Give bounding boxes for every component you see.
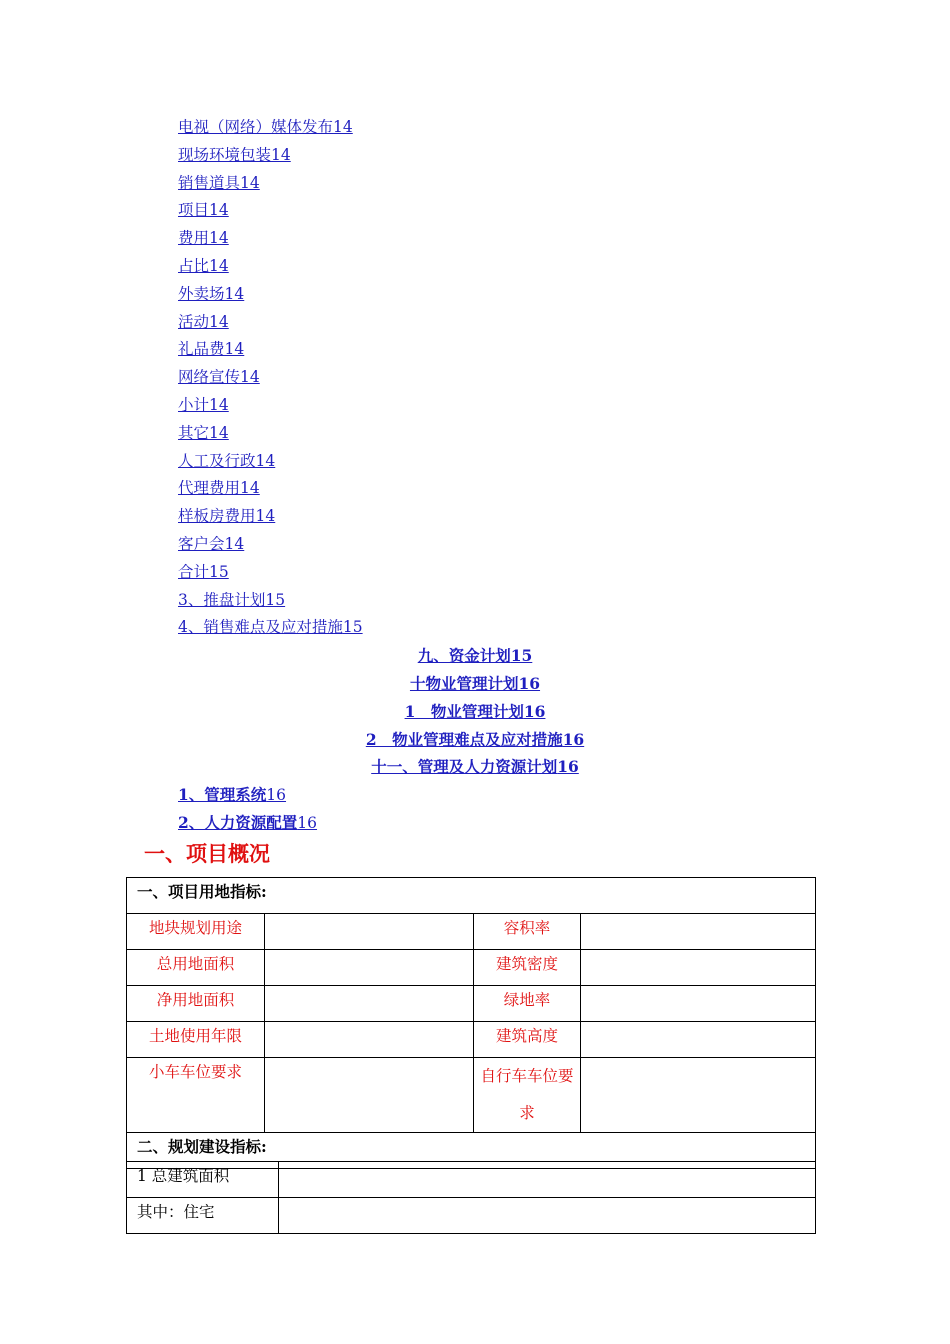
residential-area-value[interactable] [279, 1198, 816, 1234]
toc-link[interactable] [178, 257, 229, 275]
toc-entry [0, 614, 950, 642]
toc-entry [0, 642, 950, 670]
toc-page-number: 15 [510, 646, 533, 666]
toc-entry [0, 781, 950, 809]
toc-entry-text: 礼品费 [178, 340, 225, 359]
residential-area-label: 其中：住宅 [127, 1198, 279, 1234]
toc-link[interactable] [366, 730, 584, 749]
toc-link[interactable] [178, 424, 229, 442]
toc-link[interactable] [178, 618, 363, 636]
toc-entry [0, 142, 950, 170]
toc-link[interactable] [178, 285, 244, 303]
toc-page-number: 14 [209, 201, 229, 220]
land-use-term-label: 土地使用年限 [127, 1022, 265, 1058]
toc-page-number: 14 [224, 534, 245, 553]
toc-entry [0, 587, 950, 615]
toc-page-number: 14 [224, 284, 245, 303]
toc-page-number: 16 [518, 673, 541, 693]
toc-page-number: 16 [297, 813, 318, 832]
toc-entry-text: 销售道具 [178, 173, 241, 192]
toc-entry-text: 现场环境包装 [178, 145, 272, 164]
toc-entry [0, 753, 950, 781]
bicycle-parking-label: 自行车车位要求 [474, 1058, 581, 1133]
toc-page-number: 14 [209, 229, 229, 248]
toc-link[interactable] [178, 340, 244, 358]
toc-entry-text: 十物业管理计划 [409, 673, 519, 693]
toc-link[interactable] [178, 563, 229, 581]
building-height-value[interactable] [581, 1022, 816, 1058]
toc-page-number: 15 [265, 590, 286, 609]
toc-entry-text: 项目 [178, 201, 210, 220]
toc-entry [0, 503, 950, 531]
toc-entry [0, 475, 950, 503]
building-height-label: 建筑高度 [474, 1022, 581, 1058]
net-land-area-value[interactable] [265, 986, 474, 1022]
land-use-value[interactable] [265, 914, 474, 950]
toc-entry [0, 392, 950, 420]
toc-page-number: 14 [255, 451, 276, 470]
toc-entry-text: 外卖场 [178, 284, 225, 303]
toc-entry [0, 253, 950, 281]
toc-entry-text: 十一、管理及人力资源计划 [371, 757, 558, 777]
total-land-area-value[interactable] [265, 950, 474, 986]
plot-ratio-label: 容积率 [474, 914, 581, 950]
toc-link[interactable] [178, 229, 229, 247]
toc-entry [0, 309, 950, 337]
toc-page-number: 16 [523, 701, 546, 721]
toc-entry-text: 电视（网络）媒体发布 [178, 118, 334, 136]
toc-entry-text: 客户会 [178, 534, 225, 553]
toc-link[interactable] [418, 646, 533, 665]
toc-page-number: 14 [209, 395, 229, 414]
toc-page-number: 14 [209, 312, 229, 331]
green-ratio-label: 绿地率 [474, 986, 581, 1022]
toc-entry-text: 2 物业管理难点及应对措施 [365, 729, 563, 749]
toc-link[interactable] [178, 118, 353, 136]
toc-page-number: 14 [240, 479, 260, 498]
total-floor-area-label: 1 总建筑面积 [127, 1162, 279, 1198]
bicycle-parking-value[interactable] [581, 1058, 816, 1133]
toc-page-number: 14 [240, 173, 260, 192]
toc-link[interactable] [178, 368, 260, 386]
land-use-label: 地块规划用途 [127, 914, 265, 950]
toc-page-number: 15 [342, 618, 363, 637]
green-ratio-value[interactable] [581, 986, 816, 1022]
toc-page-number: 15 [209, 562, 229, 581]
toc-page-number: 14 [224, 340, 245, 359]
toc-link[interactable] [178, 479, 260, 497]
toc-entry [0, 809, 950, 837]
toc-entry [0, 336, 950, 364]
toc-entry-text: 合计 [178, 562, 210, 581]
toc-entry-text: 费用 [178, 229, 210, 248]
toc-entry-text: 2、人力资源配置 [178, 812, 298, 832]
toc-link[interactable] [178, 313, 229, 331]
building-density-value[interactable] [581, 950, 816, 986]
toc-entry-text: 活动 [178, 312, 210, 331]
toc-entry-text: 其它 [178, 423, 210, 442]
toc-entry [0, 559, 950, 587]
section-heading: 一、项目概况 [144, 841, 270, 866]
planning-indicators-table [126, 1161, 816, 1234]
total-land-area-label: 总用地面积 [127, 950, 265, 986]
land-use-term-value[interactable] [265, 1022, 474, 1058]
toc-link[interactable] [178, 396, 229, 414]
toc-entry [0, 281, 950, 309]
toc-page-number: 16 [557, 757, 579, 777]
car-parking-value[interactable] [265, 1058, 474, 1133]
toc-link[interactable] [178, 813, 317, 832]
toc-entry [0, 197, 950, 225]
toc-page-number: 16 [266, 786, 287, 805]
toc-entry-text: 网络宣传 [178, 368, 241, 387]
toc-entry-text: 4、销售难点及应对措施 [178, 618, 343, 637]
toc-link[interactable] [178, 507, 275, 525]
planning-indicators-header: 二、规划建设指标: [127, 1133, 816, 1169]
toc-page-number: 16 [562, 729, 585, 749]
toc-page-number: 14 [255, 507, 276, 526]
toc-link[interactable] [410, 674, 540, 693]
toc-link[interactable] [178, 535, 244, 553]
toc-entry [0, 420, 950, 448]
toc-entry-text: 1、管理系统 [178, 785, 267, 805]
toc-entry-text: 人工及行政 [178, 451, 256, 470]
toc-entry [0, 114, 950, 142]
toc-link[interactable] [178, 785, 286, 804]
toc-entry [0, 726, 950, 754]
toc-page-number: 14 [209, 256, 229, 275]
toc-page-number: 14 [240, 368, 260, 387]
toc-link[interactable] [405, 702, 546, 721]
toc-page-number: 14 [209, 423, 229, 442]
land-indicators-header: 一、项目用地指标: [127, 878, 816, 914]
toc-entry-text: 小计 [178, 395, 210, 414]
toc-link[interactable] [178, 591, 285, 609]
toc-entry-text: 3、推盘计划 [178, 590, 266, 609]
toc-entry [0, 225, 950, 253]
toc-link[interactable] [178, 452, 275, 470]
toc-entry [0, 670, 950, 698]
toc-link[interactable] [371, 757, 579, 776]
land-indicators-table [126, 877, 816, 1169]
net-land-area-label: 净用地面积 [127, 986, 265, 1022]
toc-entry-text: 1 物业管理计划 [404, 701, 524, 721]
total-floor-area-value[interactable] [279, 1162, 816, 1198]
table-of-contents [0, 114, 950, 837]
toc-entry [0, 531, 950, 559]
toc-entry [0, 698, 950, 726]
building-density-label: 建筑密度 [474, 950, 581, 986]
toc-link[interactable] [178, 201, 229, 219]
toc-entry [0, 448, 950, 476]
toc-entry [0, 364, 950, 392]
toc-page-number: 14 [333, 118, 353, 136]
toc-entry-text: 九、资金计划 [417, 646, 511, 666]
toc-page-number: 14 [271, 145, 291, 164]
toc-link[interactable] [178, 146, 291, 164]
toc-entry-text: 代理费用 [178, 479, 241, 498]
toc-entry [0, 170, 950, 198]
plot-ratio-value[interactable] [581, 914, 816, 950]
toc-entry-text: 占比 [178, 256, 210, 275]
car-parking-label: 小车车位要求 [127, 1058, 265, 1133]
toc-link[interactable] [178, 174, 260, 192]
toc-entry-text: 样板房费用 [178, 507, 256, 526]
